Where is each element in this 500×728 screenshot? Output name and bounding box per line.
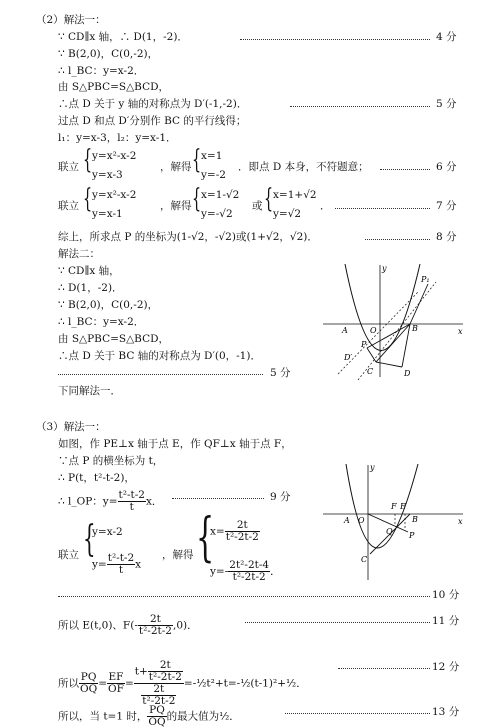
text-line: ∵ B(2,0)，C(0,-2)， xyxy=(58,48,159,60)
equation: y=x-1 xyxy=(92,208,123,220)
point-label: P xyxy=(361,340,367,349)
point-label: A xyxy=(342,326,348,335)
point-label: D xyxy=(404,369,411,378)
axis-label: x xyxy=(458,517,463,526)
score-label: 5 分 xyxy=(270,367,291,379)
equation: y=- $\frac{\text{2t²-2t-4}}{\text{t²-2t-2}}$ ． xyxy=(210,559,281,583)
score-label: 10 分 xyxy=(432,589,460,601)
text-line: ．即点 D 本身，不符题意； xyxy=(238,161,369,173)
text-line: ∵ CD∥x 轴， xyxy=(58,265,120,277)
text-line: l₁：y=x-3，l₂：y=x-1． xyxy=(58,132,177,144)
text-line: ∴ D(1，-2)． xyxy=(58,282,123,294)
system-label: 联立 xyxy=(58,161,79,173)
text-line: 如图，作 PE⊥x 轴于点 E，作 QF⊥x 轴于点 F， xyxy=(58,438,292,450)
point-label: C xyxy=(367,367,374,376)
equation: x=1 xyxy=(201,150,223,162)
part3-heading: （3）解法一： xyxy=(36,421,106,433)
axis-label: y xyxy=(370,463,375,472)
parabola-figure-2 xyxy=(318,462,468,582)
score-label: 9 分 xyxy=(270,491,291,503)
text-line: ∴ l_BC：y=x-2． xyxy=(58,316,145,328)
part2-heading: （2）解法一： xyxy=(36,14,106,26)
text-line: ，解得 xyxy=(160,200,192,212)
equation: x=1-√2 xyxy=(201,189,240,201)
text-line: ∴ P(t，t²-t-2)， xyxy=(58,472,135,484)
text-line: ，解得 xyxy=(160,161,192,173)
system-label: 联立 xyxy=(58,549,79,561)
text-line: ∵ B(2,0)，C(0,-2)， xyxy=(58,299,159,311)
score-label: 11 分 xyxy=(432,615,460,627)
text-line: ∴点 D 关于 BC 轴的对称点为 D′(0，-1)． xyxy=(58,350,261,362)
equation: y=x²-x-2 xyxy=(92,189,137,201)
equation: y=√2 xyxy=(273,208,302,220)
text-line: 由 S△PBC=S△BCD， xyxy=(58,333,170,345)
equation: y=-√2 xyxy=(201,208,233,220)
score-label: 7 分 xyxy=(436,200,457,212)
text-line: ，解得 xyxy=(162,549,194,561)
point-label: D′ xyxy=(344,353,353,362)
segment-bd xyxy=(402,324,410,367)
score-label: 4 分 xyxy=(436,31,457,43)
formula-line: ∴ l_OP：y= $\frac{\text{t²-t-2}}{t}$ x． xyxy=(58,489,163,513)
equation: y=-2 xyxy=(201,169,226,181)
system-label: 联立 xyxy=(58,200,79,212)
score-label: 5 分 xyxy=(436,98,457,110)
point-label: C xyxy=(361,555,368,564)
point-label: B xyxy=(412,515,418,524)
segment-pc xyxy=(367,348,376,362)
text-line: ∴ l_BC：y=x-2． xyxy=(58,65,145,77)
point-label: P₁ xyxy=(421,275,430,284)
point-label: B xyxy=(412,324,418,333)
equation: x= $\frac{2t}{\text{t²-2t-2}}$ xyxy=(210,519,259,543)
equation: y=x²-x-2 xyxy=(92,150,137,162)
segment-bp1 xyxy=(410,284,428,324)
text-line: ∵点 P 的横坐标为 t， xyxy=(58,455,164,467)
parabola-figure-1 xyxy=(318,262,468,382)
text-line: 由 S△PBC=S△BCD， xyxy=(58,81,170,93)
method-title: 解法二： xyxy=(58,248,100,260)
score-label: 6 分 xyxy=(436,161,457,173)
point-label: A xyxy=(344,516,350,525)
point-label: O xyxy=(358,516,365,525)
text-line: 综上，所求点 P 的坐标为(1-√2，-√2)或(1+√2，√2)． xyxy=(58,231,318,243)
axis-label: y xyxy=(382,264,387,273)
text-line: 过点 D 和点 D′分别作 BC 的平行线得； xyxy=(58,115,247,127)
text-line: 或 xyxy=(252,200,263,212)
parabola-curve xyxy=(345,264,420,351)
formula-line: 所以 E(t,0)、F(- $\frac{2t}{\text{t²-2t-2}}$ ,0)． xyxy=(58,613,198,637)
formula-line: 所以，当 t=1 时， $\frac{PQ}{OQ}$ 的最大值为½． xyxy=(58,704,240,728)
equation: y=x-3 xyxy=(92,169,123,181)
text-line: ∴点 D 关于 y 轴的对称点为 D′(-1,-2)． xyxy=(58,98,248,110)
score-label: 12 分 xyxy=(432,661,460,673)
point-label: O xyxy=(370,326,377,335)
point-label: F xyxy=(391,502,397,511)
equation: y=x-2 xyxy=(92,526,123,538)
equation: y= $\frac{\text{t²-t-2}}{t}$ x xyxy=(92,552,142,576)
axis-label: x xyxy=(458,327,463,336)
equation: x=1+√2 xyxy=(273,189,317,201)
text-line: ． xyxy=(320,200,331,212)
point-label: Q xyxy=(386,527,393,536)
point-label: P xyxy=(409,531,415,540)
score-label: 13 分 xyxy=(432,706,460,718)
formula-line: 所以 $\frac{PQ}{OQ}$ = $\frac{EF}{OF}$ = t+ $\frac{2t}{\text{t²-2t-2}}$ $\frac{2t}{\text{t²-2t-2}}$ =-½t²+t=-½(t-1)²+½． xyxy=(58,659,307,707)
score-label: 8 分 xyxy=(436,231,457,243)
text-line: 下同解法一． xyxy=(58,385,121,397)
parabola-curve xyxy=(346,464,418,548)
text-line: ∵ CD∥x 轴，∴ D(1，-2)． xyxy=(58,31,188,43)
point-label: E xyxy=(400,502,406,511)
